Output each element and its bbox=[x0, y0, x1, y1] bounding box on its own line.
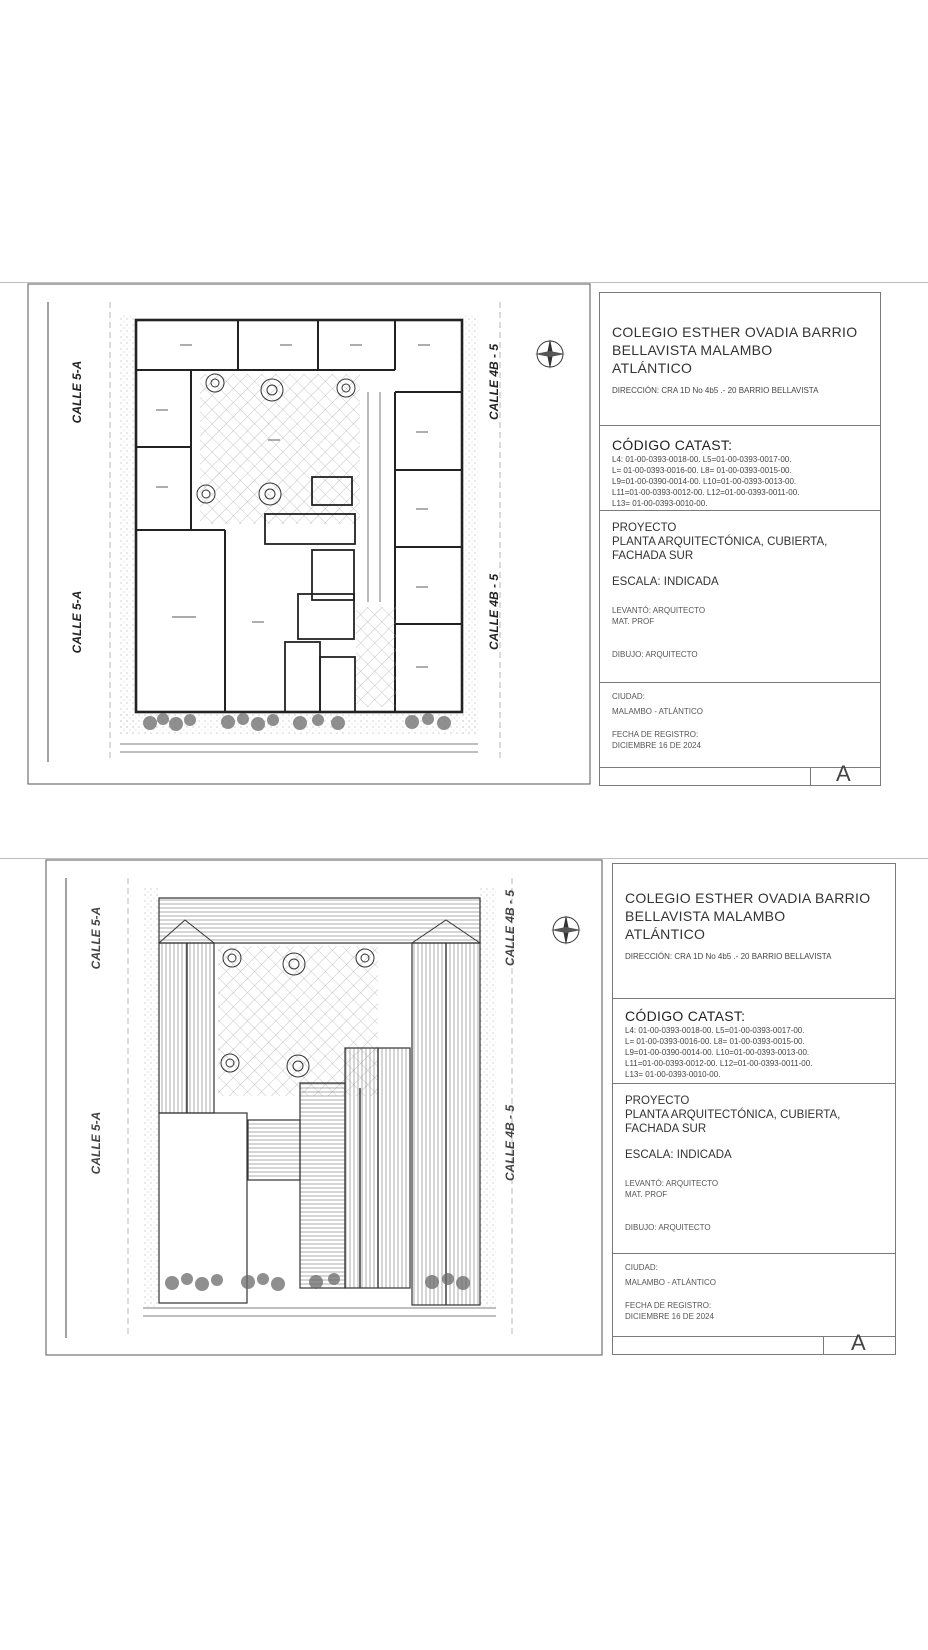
title-block-location bbox=[600, 683, 880, 768]
sheet-mark: A bbox=[836, 761, 851, 786]
project-line2: FACHADA SUR bbox=[625, 1123, 707, 1135]
street-label-left-bottom: CALLE 5-A bbox=[89, 1111, 103, 1175]
date-value: DICIEMBRE 16 DE 2024 bbox=[612, 741, 701, 750]
cadastral-code: L11=01-00-0393-0012-00. L12=01-00-0393-0011-00. bbox=[612, 488, 800, 497]
cadastral-code: L13= 01-00-0393-0010-00. bbox=[612, 499, 708, 508]
scale-text: ESCALA: INDICADA bbox=[612, 576, 719, 588]
roof-plan-sheet bbox=[0, 858, 928, 1358]
professional-registration: MAT. PROF bbox=[625, 1190, 668, 1199]
date-label: FECHA DE REGISTRO: bbox=[612, 730, 699, 739]
address-text: DIRECCIÓN: CRA 1D No 4b5 .- 20 BARRIO BELLAVISTA bbox=[625, 952, 832, 961]
cadastral-heading: CÓDIGO CATAST: bbox=[612, 437, 733, 453]
floor-plan-sheet bbox=[0, 282, 928, 787]
professional-registration: MAT. PROF bbox=[612, 617, 655, 626]
drawn-by: DIBUJO: ARQUITECTO bbox=[612, 650, 698, 659]
street-label-right-top: CALLE 4B - 5 bbox=[503, 889, 517, 967]
street-label-right-bottom: CALLE 4B - 5 bbox=[503, 1104, 517, 1182]
city-value: MALAMBO - ATLÁNTICO bbox=[625, 1278, 716, 1287]
surveyed-by: LEVANTÓ: ARQUITECTO bbox=[625, 1179, 719, 1188]
scale-text: ESCALA: INDICADA bbox=[625, 1149, 732, 1161]
cadastral-code: L= 01-00-0393-0016-00. L8= 01-00-0393-0015-00. bbox=[625, 1037, 805, 1046]
date-label: FECHA DE REGISTRO: bbox=[625, 1301, 712, 1310]
title-block-project-name bbox=[600, 293, 880, 426]
school-name-line3: ATLÁNTICO bbox=[612, 360, 693, 376]
city-label: CIUDAD: bbox=[612, 692, 645, 701]
street-label-right-top: CALLE 4B - 5 bbox=[487, 343, 501, 421]
cadastral-code: L9=01-00-0390-0014-00. L10=01-00-0393-0013-00. bbox=[625, 1048, 810, 1057]
cadastral-code: L4: 01-00-0393-0018-00. L5=01-00-0393-0017-00. bbox=[625, 1026, 805, 1035]
school-name-line3: ATLÁNTICO bbox=[625, 926, 706, 942]
project-line2: FACHADA SUR bbox=[612, 550, 694, 562]
city-value: MALAMBO - ATLÁNTICO bbox=[612, 707, 703, 716]
cadastral-code: L9=01-00-0390-0014-00. L10=01-00-0393-0013-00. bbox=[612, 477, 797, 486]
sheet-mark: A bbox=[851, 1330, 866, 1355]
north-arrow-icon bbox=[551, 915, 581, 945]
address-text: DIRECCIÓN: CRA 1D No 4b5 .- 20 BARRIO BELLAVISTA bbox=[612, 386, 819, 395]
sheet-mark-divider bbox=[810, 768, 811, 785]
title-block-project-name bbox=[613, 864, 895, 999]
sheet-mark-divider bbox=[823, 1337, 824, 1354]
title-block-project bbox=[600, 511, 880, 683]
north-arrow-icon bbox=[535, 339, 565, 369]
cadastral-code: L4: 01-00-0393-0018-00. L5=01-00-0393-0017-00. bbox=[612, 455, 792, 464]
title-block-location bbox=[613, 1254, 895, 1337]
project-label: PROYECTO bbox=[612, 522, 677, 534]
street-label-left-bottom: CALLE 5-A bbox=[70, 590, 84, 654]
school-name-line1: COLEGIO ESTHER OVADIA BARRIO bbox=[625, 890, 871, 906]
title-block bbox=[612, 863, 896, 1355]
cadastral-code: L13= 01-00-0393-0010-00. bbox=[625, 1070, 721, 1079]
drawn-by: DIBUJO: ARQUITECTO bbox=[625, 1223, 711, 1232]
school-name-line2: BELLAVISTA MALAMBO bbox=[625, 908, 786, 924]
school-name-line1: COLEGIO ESTHER OVADIA BARRIO bbox=[612, 324, 858, 340]
cadastral-heading: CÓDIGO CATAST: bbox=[625, 1008, 746, 1024]
title-block-cadastral bbox=[613, 999, 895, 1084]
title-block-cadastral bbox=[600, 426, 880, 511]
cadastral-code: L11=01-00-0393-0012-00. L12=01-00-0393-0011-00. bbox=[625, 1059, 813, 1068]
street-label-left-top: CALLE 5-A bbox=[89, 906, 103, 970]
school-name-line2: BELLAVISTA MALAMBO bbox=[612, 342, 773, 358]
project-line1: PLANTA ARQUITECTÓNICA, CUBIERTA, bbox=[625, 1109, 841, 1121]
title-block-project bbox=[613, 1084, 895, 1254]
surveyed-by: LEVANTÓ: ARQUITECTO bbox=[612, 606, 706, 615]
street-label-right-bottom: CALLE 4B - 5 bbox=[487, 573, 501, 651]
date-value: DICIEMBRE 16 DE 2024 bbox=[625, 1312, 714, 1321]
roof-plan-drawing bbox=[0, 858, 610, 1358]
project-label: PROYECTO bbox=[625, 1095, 690, 1107]
street-label-left-top: CALLE 5-A bbox=[70, 360, 84, 424]
title-block bbox=[599, 292, 881, 786]
floor-plan-drawing bbox=[0, 282, 600, 787]
cadastral-code: L= 01-00-0393-0016-00. L8= 01-00-0393-0015-00. bbox=[612, 466, 792, 475]
project-line1: PLANTA ARQUITECTÓNICA, CUBIERTA, bbox=[612, 536, 828, 548]
city-label: CIUDAD: bbox=[625, 1263, 658, 1272]
